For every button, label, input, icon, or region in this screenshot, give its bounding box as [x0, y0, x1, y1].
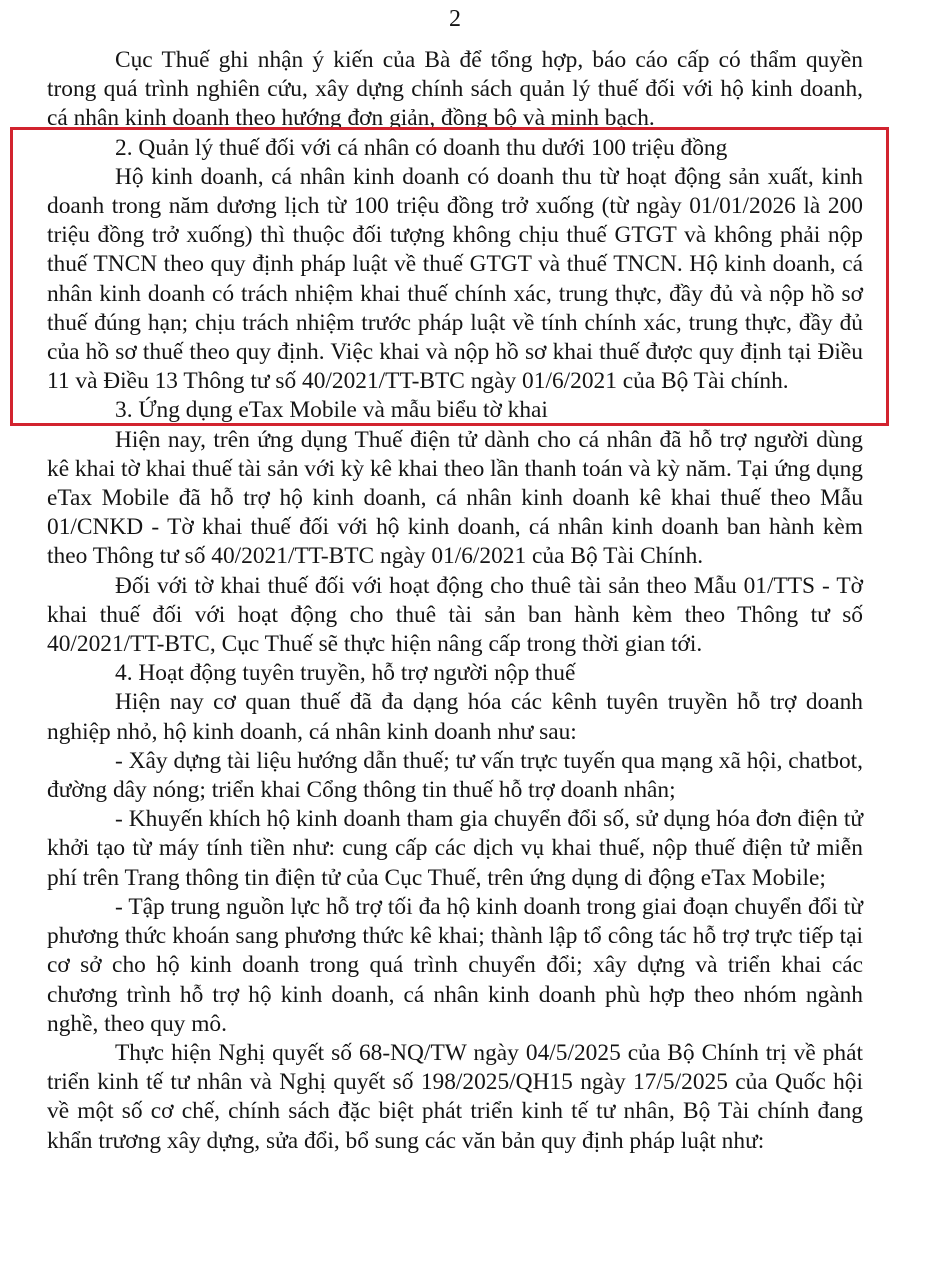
list-item-guidance: - Xây dựng tài liệu hướng dẫn thuế; tư vấn trực tuyến qua mạng xã hội, chatbot, đường dây nóng; triển khai Cổng thông tin thuế hỗ trợ doanh nhân; — [47, 747, 863, 804]
list-item-resource-support: - Tập trung nguồn lực hỗ trợ tối đa hộ kinh doanh trong giai đoạn chuyển đổi từ phương thức khoán sang phương thức kê khai; thành lập tổ công tác hỗ trợ trực tiếp tại cơ sở cho hộ kinh doanh trong quá trình chuyển đổi; xây dựng và triển khai các chương trình hỗ trợ hộ kinh doanh, cá nhân kinh doanh phù hợp theo nhóm ngành nghề, theo quy mô. — [47, 893, 863, 1037]
paragraph-rental-form: Đối với tờ khai thuế đối với hoạt động cho thuê tài sản theo Mẫu 01/TTS - Tờ khai thuế đối với hoạt động cho thuê tài sản ban hành kèm theo Thông tư số 40/2021/TT-BTC, Cục Thuế sẽ thực hiện nâng cấp trong thời gian tới. — [47, 572, 863, 658]
section-heading-2: 2. Quản lý thuế đối với cá nhân có doanh thu dưới 100 triệu đồng — [115, 134, 728, 161]
document-body — [47, 46, 863, 1156]
section-heading-3: 3. Ứng dụng eTax Mobile và mẫu biểu tờ khai — [115, 397, 548, 424]
paragraph-tax-feedback: Cục Thuế ghi nhận ý kiến của Bà để tổng hợp, báo cáo cấp có thẩm quyền trong quá trình nghiên cứu, xây dựng chính sách quản lý thuế đối với hộ kinh doanh, cá nhân kinh doanh theo hướng đơn giản, đồng bộ và minh bạch. — [47, 47, 863, 132]
list-item-digital-transformation: - Khuyến khích hộ kinh doanh tham gia chuyển đổi số, sử dụng hóa đơn điện tử khởi tạo từ máy tính tiền như: cung cấp các dịch vụ khai thuế, nộp thuế điện tử miễn phí trên Trang thông tin điện tử của Cục Thuế, trên ứng dụng di động eTax Mobile; — [47, 806, 863, 891]
paragraph-support-channels: Hiện nay cơ quan thuế đã đa dạng hóa các kênh tuyên truyền hỗ trợ doanh nghiệp nhỏ, hộ kinh doanh, cá nhân kinh doanh như sau: — [47, 689, 863, 745]
page-number: 2 — [449, 6, 461, 32]
section-heading-4: 4. Hoạt động tuyên truyền, hỗ trợ người nộp thuế — [115, 660, 576, 687]
paragraph-revenue-threshold: Hộ kinh doanh, cá nhân kinh doanh có doanh thu từ hoạt động sản xuất, kinh doanh trong năm dương lịch từ 100 triệu đồng trở xuống (từ ngày 01/01/2026 là 200 triệu đồng trở xuống) thì thuộc đối tượng không chịu thuế GTGT và không phải nộp thuế TNCN theo quy định pháp luật về thuế GTGT và thuế TNCN. Hộ kinh doanh, cá nhân kinh doanh có trách nhiệm khai thuế chính xác, trung thực, đầy đủ và nộp hồ sơ thuế đúng hạn; chịu trách nhiệm trước pháp luật về tính chính xác, trung thực, đầy đủ của hồ sơ thuế theo quy định. Việc khai và nộp hồ sơ khai thuế được quy định tại Điều 11 và Điều 13 Thông tư số 40/2021/TT-BTC ngày 01/6/2021 của Bộ Tài chính. — [47, 163, 863, 395]
paragraph-etax-mobile: Hiện nay, trên ứng dụng Thuế điện tử dành cho cá nhân đã hỗ trợ người dùng kê khai tờ khai thuế tài sản với kỳ kê khai theo lần thanh toán và kỳ năm. Tại ứng dụng eTax Mobile đã hỗ trợ hộ kinh doanh, cá nhân kinh doanh kê khai thuế theo Mẫu 01/CNKD - Tờ khai thuế đối với hộ kinh doanh, cá nhân kinh doanh ban hành kèm theo Thông tư số 40/2021/TT-BTC ngày 01/6/2021 của Bộ Tài Chính. — [47, 426, 863, 570]
paragraph-resolution: Thực hiện Nghị quyết số 68-NQ/TW ngày 04/5/2025 của Bộ Chính trị về phát triển kinh tế tư nhân và Nghị quyết số 198/2025/QH15 ngày 17/5/2025 của Quốc hội về một số cơ chế, chính sách đặc biệt phát triển kinh tế tư nhân, Bộ Tài chính đang khẩn trương xây dựng, sửa đổi, bổ sung các văn bản quy định pháp luật như: — [47, 1039, 863, 1154]
